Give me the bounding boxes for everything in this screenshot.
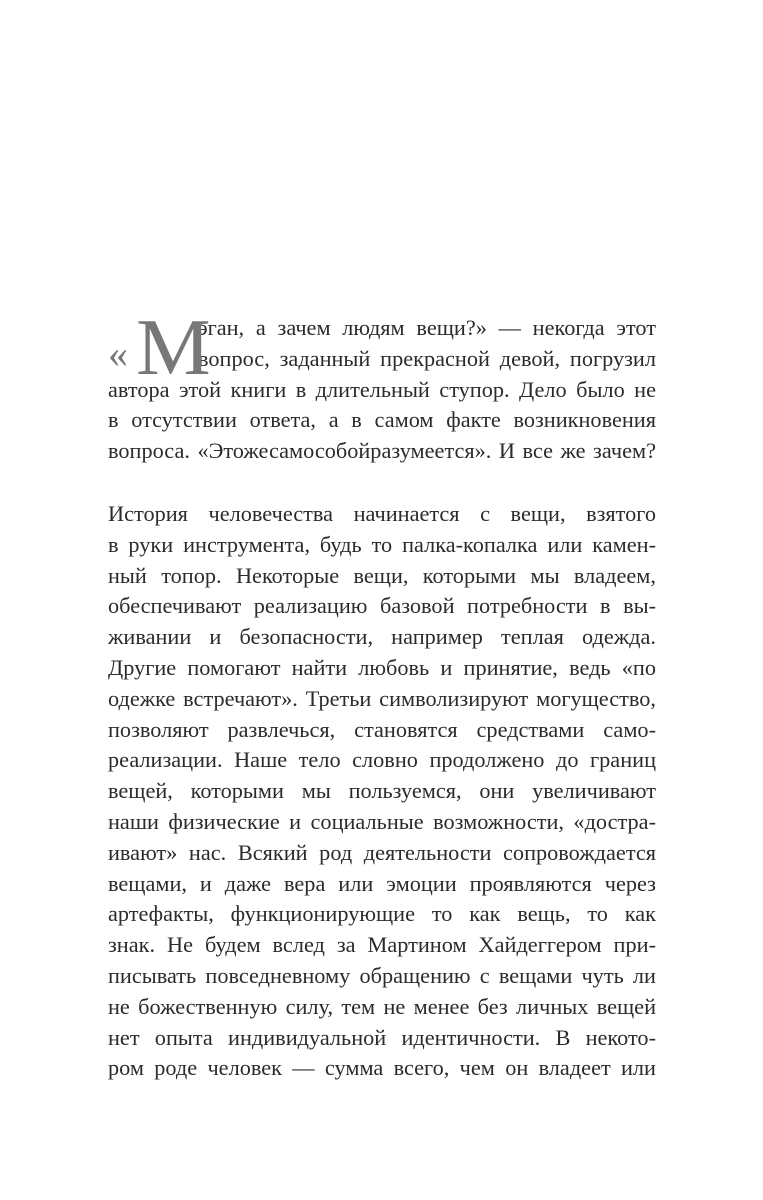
intro-line: автора этой книги в длительный ступор. Дело было не bbox=[108, 376, 656, 402]
drop-cap bbox=[108, 304, 211, 392]
intro-line: эган, а зачем людям вещи?» — некогда этот bbox=[198, 315, 656, 340]
body-line: не божественную силу, тем не менее без личных вещей bbox=[108, 993, 656, 1019]
body-paragraph bbox=[108, 499, 656, 1084]
body-line: наши физические и социальные возможности, «достра- bbox=[108, 808, 656, 834]
body-line: ный топор. Некоторые вещи, которыми мы владеем, bbox=[108, 562, 656, 588]
body-line: живании и безопасности, например теплая одежда. bbox=[108, 624, 656, 650]
body-line: История человечества начинается с вещи, взятого bbox=[108, 500, 656, 526]
body-line: нет опыта индивидуальной идентичности. В некото- bbox=[108, 1024, 656, 1050]
drop-cap-quote: « bbox=[108, 331, 128, 376]
paragraph-spacer bbox=[108, 467, 656, 499]
body-line: ром роде человек — сумма всего, чем он владеет или bbox=[108, 1055, 656, 1081]
body-line: позволяют развлечься, становятся средствами само- bbox=[108, 716, 656, 742]
body-line: знак. Не будем вслед за Мартином Хайдеггером при- bbox=[108, 932, 656, 958]
body-line: в руки инструмента, будь то палка-копалка или камен- bbox=[108, 531, 656, 557]
body-line: вещей, которыми мы пользуемся, они увеличивают bbox=[108, 778, 656, 804]
book-page bbox=[108, 304, 656, 1084]
intro-line: в отсутствии ответа, а в самом факте возникновения bbox=[108, 407, 656, 433]
body-line: ивают» нас. Всякий род деятельности сопровождается bbox=[108, 839, 656, 865]
body-line: вещами, и даже вера или эмоции проявляются через bbox=[108, 870, 656, 896]
drop-cap-letter: М bbox=[136, 304, 211, 392]
intro-line: вопрос, заданный прекрасной девой, погрузил bbox=[198, 345, 656, 371]
body-line: одежке встречают». Третьи символизируют могущество, bbox=[108, 685, 656, 711]
body-line: артефакты, функционирующие то как вещь, то как bbox=[108, 901, 656, 927]
intro-paragraph bbox=[108, 304, 656, 467]
body-line: писывать повседневному обращению с вещами чуть ли bbox=[108, 962, 656, 988]
body-line: Другие помогают найти любовь и принятие, ведь «по bbox=[108, 654, 656, 680]
body-line: обеспечивают реализацию базовой потребности в вы- bbox=[108, 593, 656, 619]
intro-line: вопроса. «Этожесамособойразумеется». И все же зачем? bbox=[108, 438, 656, 464]
body-line: реализации. Наше тело словно продолжено до границ bbox=[108, 747, 656, 773]
